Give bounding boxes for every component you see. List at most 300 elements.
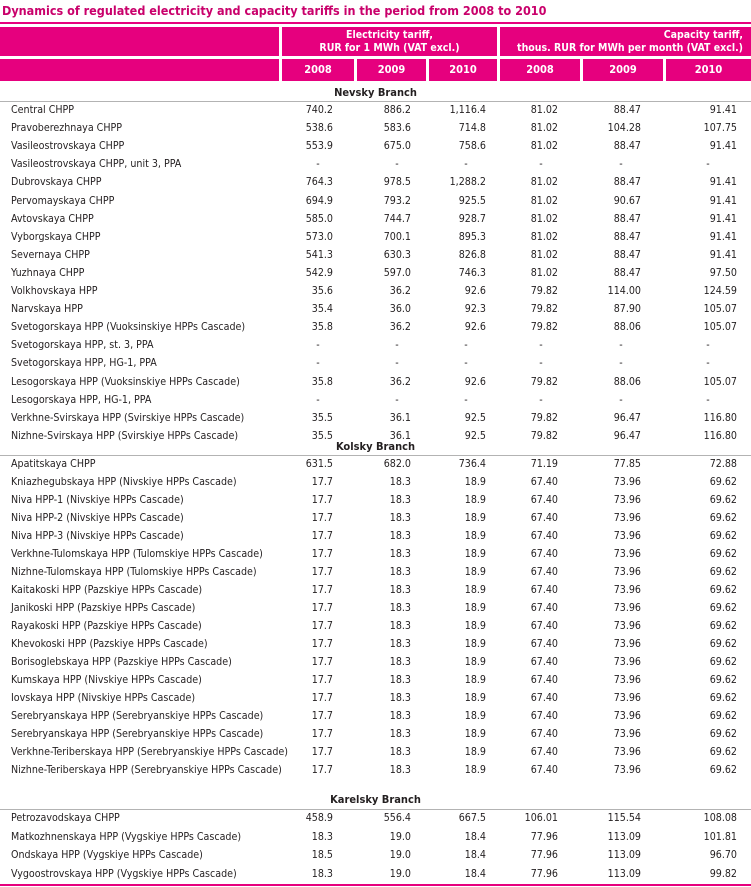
- plant-name: Verkhne-Svirskaya HPP (Svirskiye HPPs Cascade): [11, 411, 245, 424]
- tariff-value-cell: 17.7: [311, 692, 333, 704]
- tariff-value-cell: -: [395, 339, 399, 352]
- tariff-value-cell: 79.82: [530, 285, 558, 297]
- plant-name: Severnaya CHPP: [11, 248, 90, 261]
- tariff-value-cell: 88.47: [613, 212, 641, 225]
- plant-name: Yuzhnaya CHPP: [11, 266, 85, 279]
- table-row: [0, 865, 751, 883]
- tariff-value-cell: 682.0: [383, 458, 411, 470]
- tariff-value-cell: 67.40: [530, 710, 558, 722]
- tariff-value-cell: 928.7: [458, 212, 486, 225]
- plant-name: Niva HPP-3 (Nivskiye HPPs Cascade): [11, 530, 184, 542]
- tariff-value-cell: 740.2: [305, 104, 333, 116]
- tariff-value-cell: -: [706, 393, 710, 406]
- tariff-value-cell: 18.3: [389, 692, 411, 704]
- tariff-value-cell: 18.5: [311, 849, 333, 862]
- table-row: [0, 563, 751, 581]
- plant-name: Vyborgskaya CHPP: [11, 230, 101, 243]
- header-electricity-line2: RUR for 1 MWh (VAT excl.): [319, 42, 460, 54]
- tariff-value-cell: 88.47: [613, 230, 641, 243]
- plant-name: Nizhne-Svirskaya HPP (Svirskiye HPPs Cascade): [11, 429, 239, 442]
- tariff-value-cell: 91.41: [709, 176, 737, 189]
- tariff-value-cell: 77.96: [530, 867, 558, 880]
- tariff-value-cell: 73.96: [613, 728, 641, 740]
- table-row: [0, 210, 751, 228]
- plant-name: Verkhne-Tulomskaya HPP (Tulomskiye HPPs Cascade): [11, 548, 263, 560]
- plant-name: Petrozavodskaya CHPP: [11, 812, 120, 824]
- plant-name: Kaitakoski HPP (Pazskiye HPPs Cascade): [11, 584, 203, 596]
- tariff-value-cell: 18.4: [464, 849, 486, 862]
- tariff-value-cell: 17.7: [311, 674, 333, 686]
- tariff-value-cell: 36.1: [389, 429, 411, 442]
- tariff-value-cell: 88.47: [613, 248, 641, 261]
- tariff-value-cell: -: [316, 393, 320, 406]
- tariff-value-cell: 18.9: [464, 548, 486, 560]
- table-row: [0, 689, 751, 707]
- tariff-value-cell: 96.47: [613, 411, 641, 424]
- tariff-value-cell: 73.96: [613, 620, 641, 632]
- tariff-value-cell: 81.02: [530, 266, 558, 279]
- tariff-value-cell: 18.4: [464, 830, 486, 843]
- tariff-value-cell: 77.96: [530, 830, 558, 843]
- tariff-value-cell: 105.07: [703, 303, 737, 316]
- tariff-value-cell: 18.3: [389, 512, 411, 524]
- tariff-value-cell: -: [464, 158, 468, 171]
- tariff-value-cell: 81.02: [530, 248, 558, 261]
- tariff-value-cell: -: [706, 357, 710, 370]
- tariff-value-cell: 67.40: [530, 566, 558, 578]
- tariff-value-cell: 73.96: [613, 602, 641, 614]
- tariff-value-cell: 17.7: [311, 602, 333, 614]
- table-row: [0, 391, 751, 409]
- tariff-value-cell: 88.47: [613, 104, 641, 116]
- tariff-value-cell: 73.96: [613, 674, 641, 686]
- tariff-value-cell: 115.54: [607, 812, 641, 824]
- tariff-value-cell: 18.9: [464, 476, 486, 488]
- tariff-value-cell: 87.90: [613, 303, 641, 316]
- header-year-cell: 2008: [500, 59, 580, 81]
- tariff-value-cell: 69.62: [709, 764, 737, 776]
- tariff-value-cell: 1,288.2: [449, 176, 486, 189]
- tariff-value-cell: 79.82: [530, 375, 558, 388]
- plant-name: Volkhovskaya HPP: [11, 285, 98, 297]
- tariff-value-cell: 17.7: [311, 746, 333, 758]
- tariff-value-cell: 73.96: [613, 530, 641, 542]
- plant-name: Pervomayskaya CHPP: [11, 194, 115, 207]
- tariff-value-cell: 18.9: [464, 656, 486, 668]
- tariff-value-cell: -: [464, 393, 468, 406]
- tariff-value-cell: 113.09: [607, 867, 641, 880]
- header-electricity-line1: Electricity tariff,: [346, 29, 433, 41]
- plant-name: Pravoberezhnaya CHPP: [11, 122, 123, 135]
- plant-name: Vasileostrovskaya CHPP, unit 3, PPA: [11, 158, 182, 171]
- plant-name: Iovskaya HPP (Nivskiye HPPs Cascade): [11, 692, 196, 704]
- plant-name: Serebryanskaya HPP (Serebryanskiye HPPs Cascade): [11, 710, 264, 722]
- tariff-value-cell: 88.06: [613, 321, 641, 334]
- tariff-value-cell: 69.62: [709, 602, 737, 614]
- plant-name: Lesogorskaya HPP (Vuoksinskiye HPPs Cascade): [11, 375, 240, 388]
- tariff-value-cell: 675.0: [383, 140, 411, 153]
- plant-name: Niva HPP-2 (Nivskiye HPPs Cascade): [11, 512, 184, 524]
- tariff-value-cell: 19.0: [389, 849, 411, 862]
- tariff-value-cell: 97.50: [709, 266, 737, 279]
- table-row: [0, 617, 751, 635]
- tariff-value-cell: 631.5: [305, 458, 333, 470]
- tariff-value-cell: 81.02: [530, 194, 558, 207]
- tariff-value-cell: 18.9: [464, 638, 486, 650]
- tariff-value-cell: 92.5: [464, 411, 486, 424]
- plant-name: Serebryanskaya HPP (Serebryanskiye HPPs Cascade): [11, 728, 264, 740]
- table-row: [0, 473, 751, 491]
- tariff-value-cell: 826.8: [458, 248, 486, 261]
- tariff-value-cell: 88.06: [613, 375, 641, 388]
- tariff-value-cell: 99.82: [709, 867, 737, 880]
- plant-name: Apatitskaya CHPP: [11, 458, 96, 470]
- tariff-value-cell: 81.02: [530, 104, 558, 116]
- tariff-value-cell: 18.3: [389, 566, 411, 578]
- tariff-value-cell: -: [619, 393, 623, 406]
- table-row: [0, 282, 751, 300]
- tariff-value-cell: 17.7: [311, 728, 333, 740]
- tariff-value-cell: -: [706, 339, 710, 352]
- tariff-value-cell: 79.82: [530, 429, 558, 442]
- table-row: [0, 743, 751, 761]
- tariff-value-cell: 90.67: [613, 194, 641, 207]
- tariff-value-cell: -: [464, 357, 468, 370]
- tariff-value-cell: 73.96: [613, 710, 641, 722]
- tariff-value-cell: 92.6: [464, 321, 486, 334]
- plant-name: Matkozhnenskaya HPP (Vygskiye HPPs Cascade): [11, 830, 242, 843]
- header-year-cell: 2010: [666, 59, 751, 81]
- tariff-value-cell: 18.3: [389, 602, 411, 614]
- tariff-value-cell: 746.3: [458, 266, 486, 279]
- tariff-value-cell: 69.62: [709, 674, 737, 686]
- tariff-value-cell: 72.88: [709, 458, 737, 470]
- header-electricity-tariff: [282, 27, 497, 56]
- tariff-value-cell: 73.96: [613, 638, 641, 650]
- tariff-value-cell: 18.3: [389, 494, 411, 506]
- tariff-value-cell: 36.2: [389, 285, 411, 297]
- tariff-value-cell: 67.40: [530, 494, 558, 506]
- table-row: [0, 137, 751, 155]
- plant-name: Rayakoski HPP (Pazskiye HPPs Cascade): [11, 620, 202, 632]
- table-row: [0, 635, 751, 653]
- tariff-value-cell: 105.07: [703, 321, 737, 334]
- tariff-value-cell: -: [316, 357, 320, 370]
- table-row: [0, 101, 751, 119]
- tariff-value-cell: 77.96: [530, 849, 558, 862]
- tariff-value-cell: 69.62: [709, 530, 737, 542]
- tariff-value-cell: 764.3: [305, 176, 333, 189]
- tariff-value-cell: 104.28: [607, 122, 641, 135]
- tariff-value-cell: 91.41: [709, 140, 737, 153]
- tariff-value-cell: 106.01: [524, 812, 558, 824]
- plant-name: Nizhne-Tulomskaya HPP (Tulomskiye HPPs Cascade): [11, 566, 257, 578]
- tariff-value-cell: 69.62: [709, 692, 737, 704]
- tariff-value-cell: 694.9: [305, 194, 333, 207]
- plant-name: Dubrovskaya CHPP: [11, 176, 102, 189]
- tariff-value-cell: 17.7: [311, 584, 333, 596]
- tariff-value-cell: 19.0: [389, 867, 411, 880]
- tariff-value-cell: 18.9: [464, 674, 486, 686]
- plant-name: Niva HPP-1 (Nivskiye HPPs Cascade): [11, 494, 184, 506]
- tariff-value-cell: 73.96: [613, 746, 641, 758]
- table-row: [0, 725, 751, 743]
- tariff-value-cell: -: [619, 158, 623, 171]
- tariff-value-cell: -: [619, 357, 623, 370]
- header-blank-cell-2: [0, 59, 279, 81]
- table-row: [0, 653, 751, 671]
- tariff-value-cell: 79.82: [530, 321, 558, 334]
- tariff-value-cell: 458.9: [305, 812, 333, 824]
- tariff-value-cell: 17.7: [311, 656, 333, 668]
- tariff-value-cell: 73.96: [613, 494, 641, 506]
- tariff-value-cell: 553.9: [305, 140, 333, 153]
- tariff-value-cell: 541.3: [305, 248, 333, 261]
- tariff-value-cell: 18.9: [464, 728, 486, 740]
- table-row: [0, 318, 751, 336]
- title-rule: [0, 22, 751, 24]
- tariff-value-cell: 88.47: [613, 266, 641, 279]
- tariff-value-cell: 73.96: [613, 764, 641, 776]
- tariff-value-cell: 116.80: [703, 429, 737, 442]
- tariff-value-cell: 67.40: [530, 620, 558, 632]
- table-row: [0, 119, 751, 137]
- tariff-value-cell: 18.9: [464, 692, 486, 704]
- tariff-value-cell: 67.40: [530, 638, 558, 650]
- tariff-value-cell: 542.9: [305, 266, 333, 279]
- table-title: Dynamics of regulated electricity and capacity tariffs in the period from 2008 to 2010: [2, 3, 547, 18]
- tariff-value-cell: -: [619, 339, 623, 352]
- tariff-value-cell: 700.1: [383, 230, 411, 243]
- table-row: [0, 599, 751, 617]
- tariff-value-cell: 67.40: [530, 512, 558, 524]
- tariff-value-cell: 73.96: [613, 548, 641, 560]
- tariff-value-cell: 35.8: [311, 375, 333, 388]
- tariff-value-cell: 36.0: [389, 303, 411, 316]
- tariff-value-cell: 67.40: [530, 548, 558, 560]
- tariff-value-cell: 18.3: [389, 710, 411, 722]
- tariff-value-cell: 18.3: [389, 548, 411, 560]
- tariff-value-cell: 18.3: [389, 764, 411, 776]
- plant-name: Central CHPP: [11, 104, 75, 116]
- tariff-value-cell: 17.7: [311, 620, 333, 632]
- tariff-value-cell: 67.40: [530, 692, 558, 704]
- tariff-value-cell: 67.40: [530, 728, 558, 740]
- tariff-value-cell: 585.0: [305, 212, 333, 225]
- tariff-value-cell: 793.2: [383, 194, 411, 207]
- plant-name: Kniazhegubskaya HPP (Nivskiye HPPs Cascade): [11, 476, 237, 488]
- tariff-value-cell: 758.6: [458, 140, 486, 153]
- table-row: [0, 228, 751, 246]
- tariff-value-cell: 69.62: [709, 512, 737, 524]
- tariff-value-cell: 92.6: [464, 285, 486, 297]
- plant-name: Verkhne-Teriberskaya HPP (Serebryanskiye HPPs Cascade): [11, 746, 289, 758]
- tariff-value-cell: 92.6: [464, 375, 486, 388]
- tariff-value-cell: 67.40: [530, 584, 558, 596]
- tariff-value-cell: 35.5: [311, 429, 333, 442]
- tariff-value-cell: 18.3: [389, 476, 411, 488]
- plant-name: Kumskaya HPP (Nivskiye HPPs Cascade): [11, 674, 202, 686]
- table-row: [0, 300, 751, 318]
- table-row: [0, 354, 751, 372]
- plant-name: Ondskaya HPP (Vygskiye HPPs Cascade): [11, 849, 203, 862]
- tariff-value-cell: 18.4: [464, 867, 486, 880]
- plant-name: Svetogorskaya HPP, HG-1, PPA: [11, 357, 157, 370]
- tariff-value-cell: -: [539, 357, 543, 370]
- tariff-value-cell: 88.47: [613, 176, 641, 189]
- tariff-value-cell: 73.96: [613, 566, 641, 578]
- tariff-value-cell: 714.8: [458, 122, 486, 135]
- tariff-value-cell: 81.02: [530, 212, 558, 225]
- tariff-value-cell: 101.81: [703, 830, 737, 843]
- tariff-value-cell: 886.2: [383, 104, 411, 116]
- tariff-value-cell: 18.9: [464, 530, 486, 542]
- tariff-value-cell: 67.40: [530, 656, 558, 668]
- tariff-value-cell: -: [539, 339, 543, 352]
- tariff-value-cell: 17.7: [311, 530, 333, 542]
- section-title: Nevsky Branch: [334, 86, 417, 99]
- tariff-value-cell: 81.02: [530, 140, 558, 153]
- section-title: Kolsky Branch: [335, 440, 416, 453]
- table-row: [0, 828, 751, 846]
- section-title: Karelsky Branch: [330, 793, 421, 806]
- tariff-value-cell: -: [464, 339, 468, 352]
- bottom-rule: [0, 884, 751, 886]
- tariff-value-cell: 67.40: [530, 530, 558, 542]
- table-row: [0, 545, 751, 563]
- tariff-value-cell: 18.3: [311, 867, 333, 880]
- tariff-value-cell: 67.40: [530, 602, 558, 614]
- plant-name: Nizhne-Teriberskaya HPP (Serebryanskiye HPPs Cascade): [11, 764, 282, 776]
- header-capacity-line2: thous. RUR for MWh per month (VAT excl.): [517, 42, 743, 54]
- plant-name: Lesogorskaya HPP, HG-1, PPA: [11, 393, 152, 406]
- table-row: [0, 761, 751, 779]
- tariff-value-cell: 556.4: [383, 812, 411, 824]
- tariff-value-cell: 18.9: [464, 602, 486, 614]
- header-year-cell: 2009: [357, 59, 426, 81]
- table-row: [0, 846, 751, 864]
- tariff-value-cell: 113.09: [607, 830, 641, 843]
- tariff-value-cell: 73.96: [613, 584, 641, 596]
- tariff-value-cell: 538.6: [305, 122, 333, 135]
- header-year-cell: 2009: [583, 59, 663, 81]
- tariff-value-cell: 108.08: [703, 812, 737, 824]
- tariff-value-cell: 18.9: [464, 566, 486, 578]
- tariff-value-cell: -: [539, 158, 543, 171]
- table-row: [0, 671, 751, 689]
- tariff-value-cell: 81.02: [530, 122, 558, 135]
- tariff-value-cell: 81.02: [530, 176, 558, 189]
- tariff-value-cell: 91.41: [709, 230, 737, 243]
- tariff-value-cell: 91.41: [709, 248, 737, 261]
- tariff-value-cell: 1,116.4: [449, 104, 486, 116]
- tariff-value-cell: 67.40: [530, 764, 558, 776]
- tariff-value-cell: 69.62: [709, 656, 737, 668]
- plant-name: Khevokoski HPP (Pazskiye HPPs Cascade): [11, 638, 208, 650]
- tariff-value-cell: 73.96: [613, 692, 641, 704]
- tariff-value-cell: 17.7: [311, 512, 333, 524]
- tariff-value-cell: 18.3: [389, 746, 411, 758]
- tariff-value-cell: 17.7: [311, 764, 333, 776]
- table-row: [0, 809, 751, 827]
- tariff-value-cell: 18.3: [389, 674, 411, 686]
- tariff-value-cell: 96.70: [709, 849, 737, 862]
- header-year-cell: 2010: [429, 59, 497, 81]
- tariff-value-cell: -: [316, 339, 320, 352]
- tariff-value-cell: 69.62: [709, 710, 737, 722]
- table-row: [0, 192, 751, 210]
- tariff-value-cell: 113.09: [607, 849, 641, 862]
- tariff-value-cell: -: [395, 357, 399, 370]
- tariff-value-cell: 69.62: [709, 584, 737, 596]
- tariff-value-cell: 736.4: [458, 458, 486, 470]
- tariff-value-cell: 73.96: [613, 656, 641, 668]
- table-row: [0, 707, 751, 725]
- tariff-value-cell: -: [316, 158, 320, 171]
- tariff-value-cell: 69.62: [709, 638, 737, 650]
- tariff-value-cell: 67.40: [530, 746, 558, 758]
- table-row: [0, 409, 751, 427]
- tariff-value-cell: 92.3: [464, 303, 486, 316]
- tariff-value-cell: 18.9: [464, 584, 486, 596]
- plant-name: Narvskaya HPP: [11, 303, 83, 316]
- tariff-value-cell: 17.7: [311, 566, 333, 578]
- tariff-value-cell: 69.62: [709, 620, 737, 632]
- tariff-value-cell: 19.0: [389, 830, 411, 843]
- header-blank-cell: [0, 27, 279, 56]
- tariff-value-cell: 895.3: [458, 230, 486, 243]
- tariff-value-cell: 71.19: [530, 458, 558, 470]
- tariff-value-cell: 18.3: [389, 638, 411, 650]
- tariff-value-cell: 18.3: [311, 830, 333, 843]
- tariff-value-cell: 91.41: [709, 212, 737, 225]
- tariff-value-cell: 36.2: [389, 375, 411, 388]
- tariff-value-cell: 744.7: [383, 212, 411, 225]
- plant-name: Janikoski HPP (Pazskiye HPPs Cascade): [11, 602, 196, 614]
- tariff-value-cell: 597.0: [383, 266, 411, 279]
- tariff-value-cell: 17.7: [311, 476, 333, 488]
- tariff-value-cell: 17.7: [311, 548, 333, 560]
- tariff-value-cell: 92.5: [464, 429, 486, 442]
- tariff-value-cell: 17.7: [311, 710, 333, 722]
- tariff-value-cell: 96.47: [613, 429, 641, 442]
- tariff-value-cell: 18.3: [389, 584, 411, 596]
- tariff-value-cell: 36.1: [389, 411, 411, 424]
- table-row: [0, 173, 751, 191]
- table-row: [0, 264, 751, 282]
- tariff-value-cell: -: [395, 158, 399, 171]
- tariff-value-cell: 69.62: [709, 728, 737, 740]
- tariff-value-cell: 69.62: [709, 476, 737, 488]
- tariff-value-cell: 69.62: [709, 494, 737, 506]
- table-row: [0, 155, 751, 173]
- tariff-value-cell: 69.62: [709, 548, 737, 560]
- tariff-value-cell: 35.6: [311, 285, 333, 297]
- plant-name: Avtovskaya CHPP: [11, 212, 94, 225]
- tariff-value-cell: 573.0: [305, 230, 333, 243]
- plant-name: Svetogorskaya HPP, st. 3, PPA: [11, 339, 154, 352]
- header-capacity-line1: Capacity tariff,: [663, 29, 743, 41]
- tariff-value-cell: 88.47: [613, 140, 641, 153]
- tariff-value-cell: 630.3: [383, 248, 411, 261]
- tariff-value-cell: 91.41: [709, 194, 737, 207]
- tariff-value-cell: 35.5: [311, 411, 333, 424]
- tariff-value-cell: 124.59: [703, 285, 737, 297]
- tariff-value-cell: 69.62: [709, 566, 737, 578]
- tariff-value-cell: 107.75: [703, 122, 737, 135]
- tariff-value-cell: 35.4: [311, 303, 333, 316]
- tariff-value-cell: 114.00: [607, 285, 641, 297]
